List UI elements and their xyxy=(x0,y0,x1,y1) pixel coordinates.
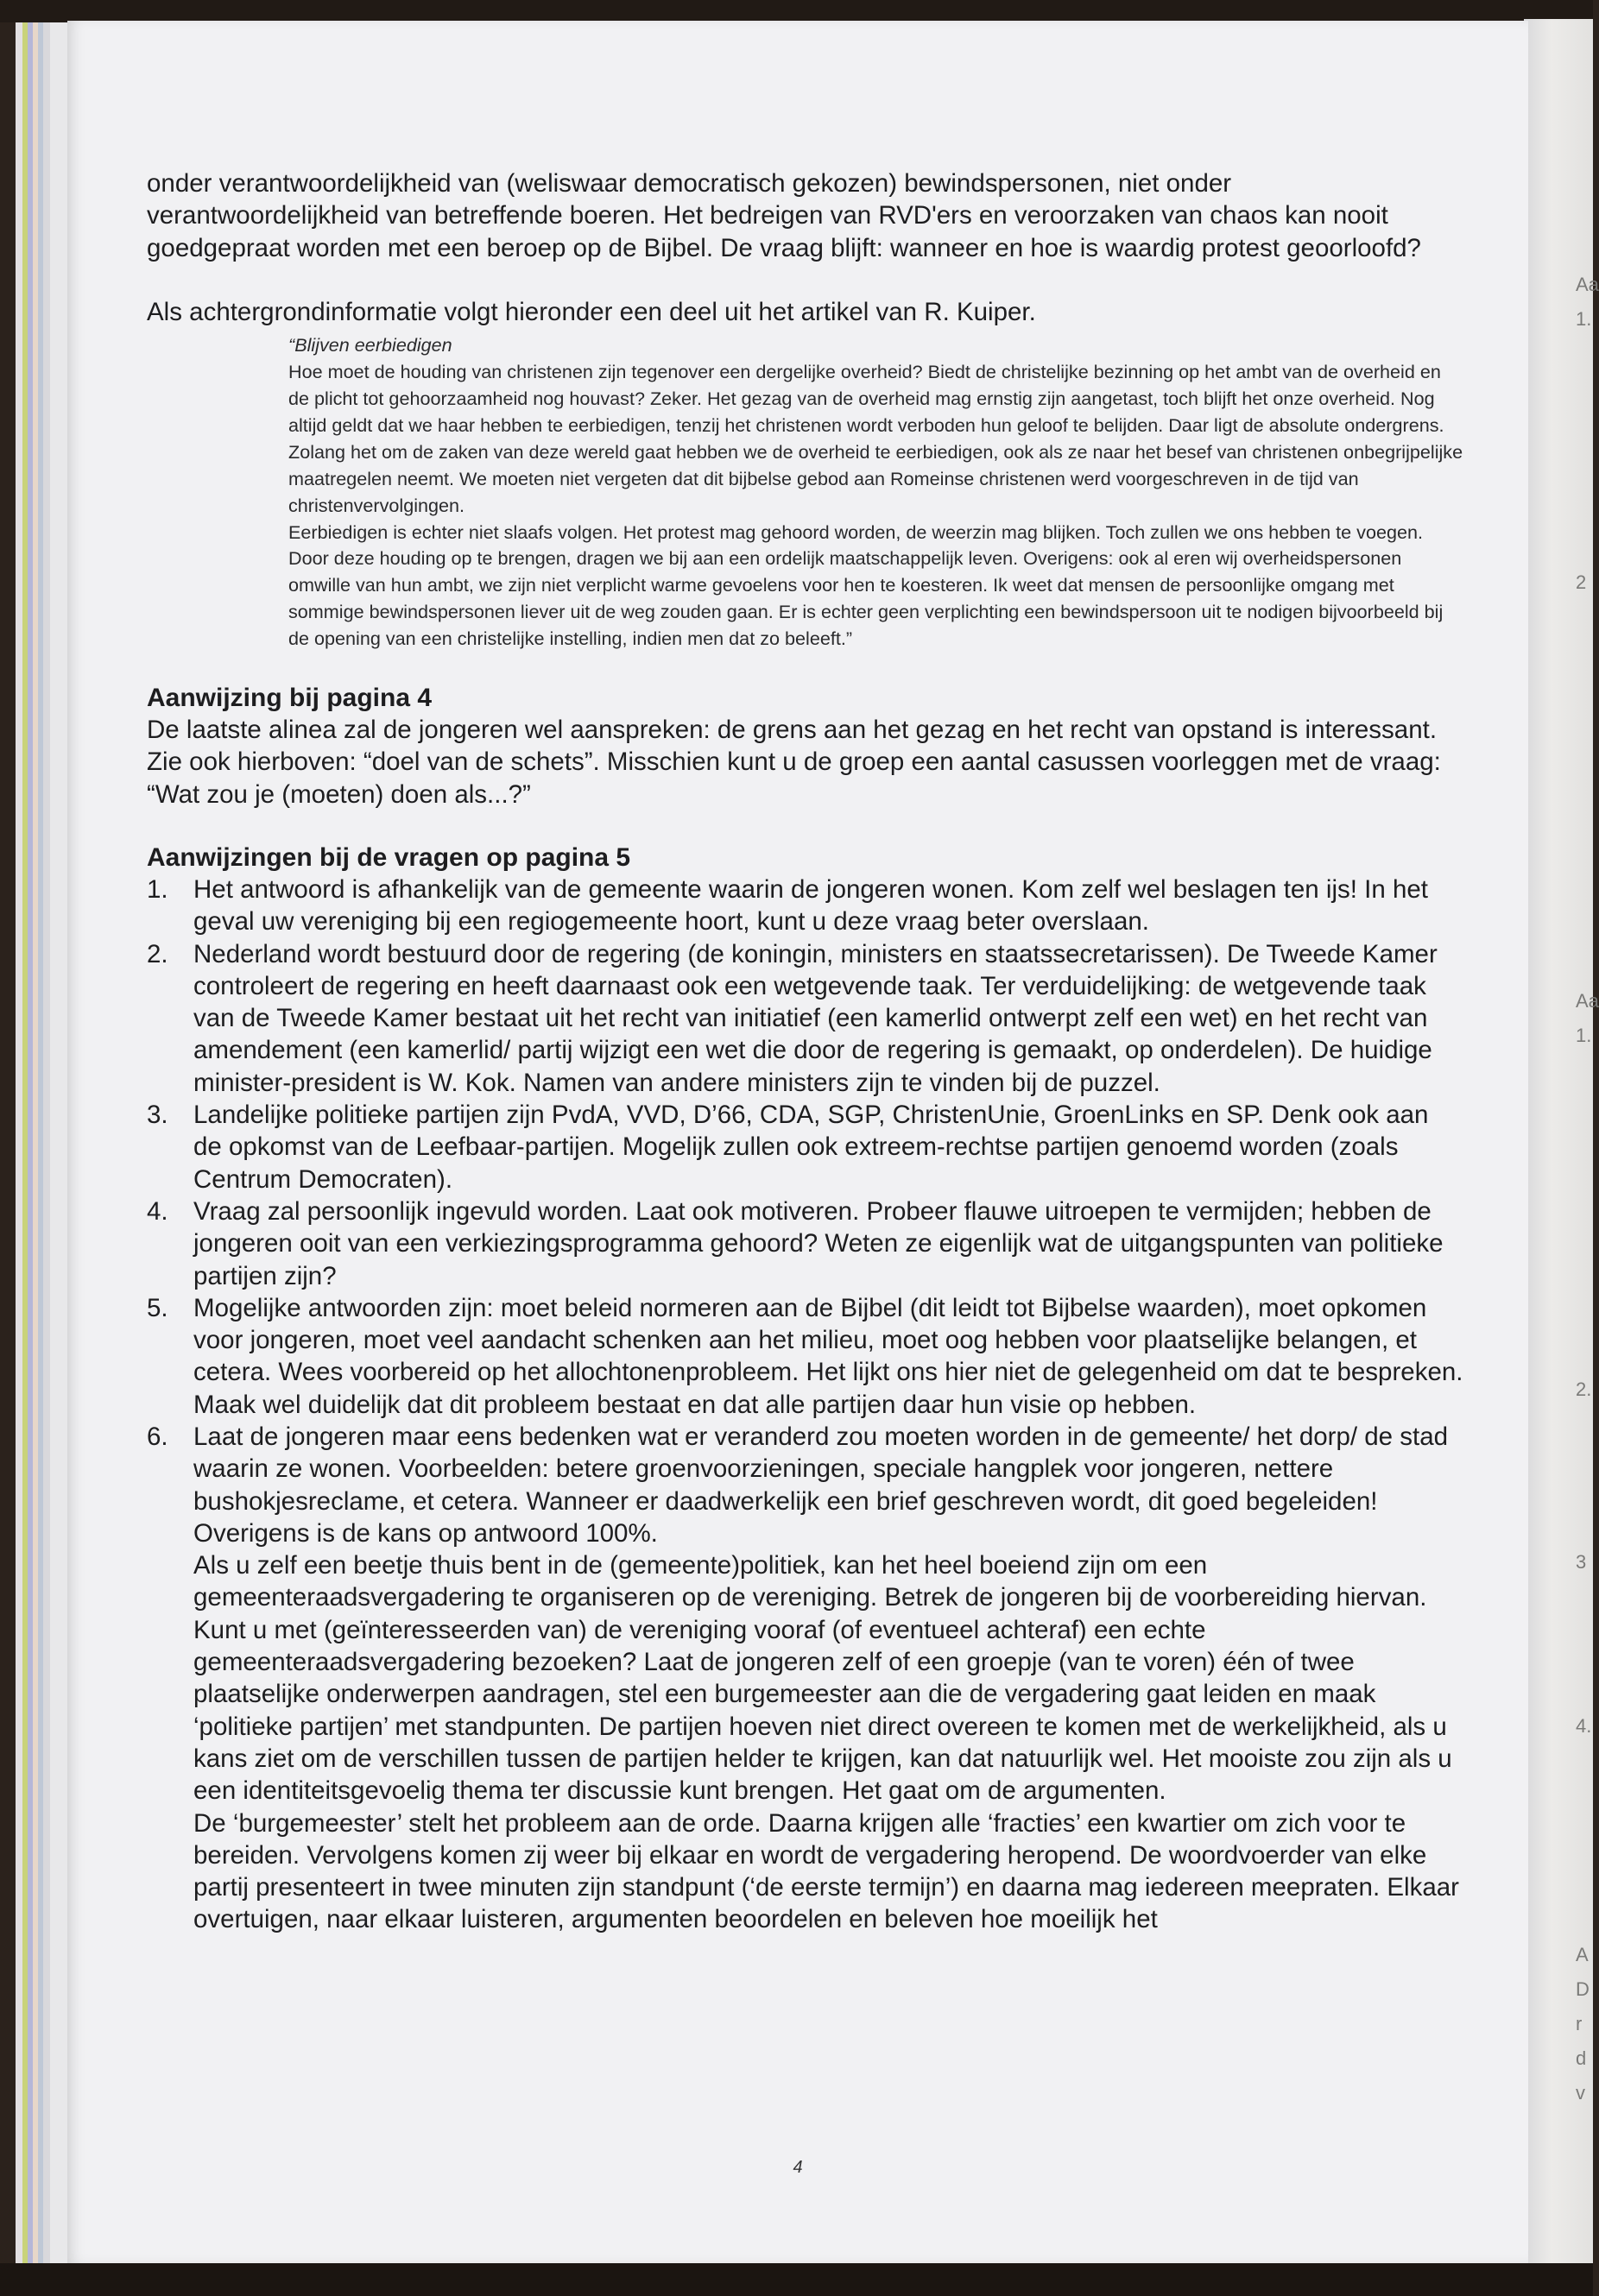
page-edge-stack xyxy=(43,22,50,2263)
list-item xyxy=(147,1099,1463,1195)
page-edge-stack xyxy=(50,22,67,2263)
back-page-mark: A xyxy=(1576,1944,1589,1965)
item-number: 3. xyxy=(147,1101,168,1130)
item-text: Nederland wordt bestuurd door de regering (de koningin, ministers en staatssecretarissen). De Tweede Kamer controleert de regering en heeft daarnaast ook een wetgevende taak. Ter verduidelijking: de wetgevende taak van de Tweede Kamer bestaat uit het recht van initiatief (een kamerlid ontwerpt zelf een wet) en het recht van amendement (een kamerlid/ partij wijzigt een wet die door de regering is gemaakt, op onderdelen). De huidige minister-president is W. Kok. Namen van andere ministers zijn te vinden bij de puzzel. xyxy=(193,939,1438,1097)
item-number: 2. xyxy=(147,939,168,968)
quoted-article xyxy=(288,332,1463,653)
list-item xyxy=(147,1292,1463,1421)
section-page-5 xyxy=(147,842,1463,1936)
item-text: Het antwoord is afhankelijk van de gemeente waarin de jongeren wonen. Kom zelf wel beslagen ten ijs! In het geval uw vereniging bij een regiogemeente hoort, kunt u deze vraag beter overslaan. xyxy=(193,874,1428,937)
back-page-mark: 1. xyxy=(1576,308,1592,330)
page-number: 4 xyxy=(793,2158,803,2177)
back-page-mark: 3 xyxy=(1576,1551,1587,1573)
quote-title: “Blijven eerbiedigen xyxy=(288,334,452,356)
back-page-mark: 2. xyxy=(1576,1378,1592,1400)
section-page-4 xyxy=(147,682,1463,811)
item-text: Vraag zal persoonlijk ingevuld worden. Laat ook motiveren. Probeer flauwe uitroepen te vermijden; hebben de jongeren ooit van een verkiezingsprogramma gehoord? Weten ze eigenlijk wat de uitgangspunten van politieke partijen zijn? xyxy=(193,1196,1444,1290)
item-number: 6. xyxy=(147,1422,168,1451)
back-page-mark: 2 xyxy=(1576,571,1587,593)
item-text: De ‘burgemeester’ stelt het probleem aan de orde. Daarna krijgen alle ‘fracties’ een kwartier om zich voor te bereiden. Vervolgens komen zij weer bij elkaar en wordt de vergadering heropend. De woordvoerder van elke partij presenteert in twee minuten zijn standpunt (‘de eerste termijn’) en daarna mag iedereen meepraten. Elkaar overtuigen, naar elkaar luisteren, argumenten beoordelen en beleven hoe moeilijk het xyxy=(193,1808,1459,1934)
item-text: Laat de jongeren maar eens bedenken wat er veranderd zou moeten worden in de gemeente/ het dorp/ de stad waarin ze wonen. Voorbeelden: betere groenvoorzieningen, speciale hangplek voor jongeren, nettere bushokjesreclame, et cetera. Wanneer er daadwerkelijk een brief geschreven wordt, dit goed begeleiden! Overigens is de kans op antwoord 100%. xyxy=(193,1422,1449,1548)
back-page-mark: Aa xyxy=(1576,990,1599,1012)
page-content xyxy=(147,167,1463,1936)
back-page-mark: 4. xyxy=(1576,1715,1592,1737)
back-page-mark: d xyxy=(1576,2047,1587,2069)
list-item xyxy=(147,1421,1463,1936)
book-top-edge xyxy=(0,0,1593,22)
section-heading: Aanwijzing bij pagina 4 xyxy=(147,684,433,713)
section-heading: Aanwijzingen bij de vragen op pagina 5 xyxy=(147,842,631,872)
background-intro: Als achtergrondinformatie volgt hieronder een deel uit het artikel van R. Kuiper. xyxy=(147,297,1036,326)
item-number: 1. xyxy=(147,874,168,904)
list-item xyxy=(147,874,1463,938)
item-number: 4. xyxy=(147,1196,168,1226)
quote-paragraph: Hoe moet de houding van christenen zijn tegenover een dergelijke overheid? Biedt de christelijke bezinning op het ambt van de overheid en de plicht tot gehoorzaamheid nog houvast? Zeker. Het gezag van de overheid mag ernstig zijn aangetast, toch blijft het onze overheid. Nog altijd geldt dat we haar hebben te eerbiedigen, tenzij het christenen wordt verboden hun geloof te belijden. Daar ligt de absolute ondergrens. Zolang het om de zaken van deze wereld gaat hebben we de overheid te eerbiedigen, ook als ze naar het besef van christenen onbegrijpelijke maatregelen neemt. We moeten niet vergeten dat dit bijbelse gebod aan Romeinse christenen werd voorgeschreven in de tijd van christenvervolgingen. xyxy=(288,361,1463,516)
list-item xyxy=(147,1195,1463,1292)
quote-paragraph: Eerbiedigen is echter niet slaafs volgen. Het protest mag gehoord worden, de weerzin mag blijken. Toch zullen we ons hebben te voegen. Door deze houding op te brengen, dragen we bij aan een ordelijk maatschappelijk leven. Overigens: ook al eren wij overheidspersonen omwille van hun ambt, we zijn niet verplicht warme gevoelens voor hen te koesteren. Ik weet dat mensen de persoonlijke omgang met sommige bewindspersonen liever uit de weg zouden gaan. Er is echter geen verplichting een bewindspersoon uit te nodigen bijvoorbeeld bij de opening van een christelijke instelling, indien men dat zo beleeft.” xyxy=(288,520,1444,650)
item-text: Als u zelf een beetje thuis bent in de (gemeente)politiek, kan het heel boeiend zijn om een gemeenteraadsvergadering te organiseren op de vereniging. Betrek de jongeren bij de voorbereiding hiervan. Kunt u met (geïnteresseerden van) de vereniging vooraf (of eventueel achteraf) een echte gemeenteraadsvergadering bezoeken? Laat de jongeren zelf of een groepje (van te voren) één of twee plaatselijke onderwerpen aandragen, stel een burgemeester aan die de vergadering gaat leiden en maak ‘politieke partijen’ met standpunten. De partijen hoeven niet direct overeen te komen met de werkelijkheid, als u kans ziet om de verschillen tussen de partijen helder te krijgen, kan dat natuurlijk wel. Het mooiste zou zijn als u een identiteitsgevoelig thema ter discussie kunt brengen. Het gaat om de argumenten. xyxy=(193,1551,1452,1806)
document-page xyxy=(67,21,1528,2263)
item-number: 5. xyxy=(147,1293,168,1322)
item-text: Landelijke politieke partijen zijn PvdA, VVD, D’66, CDA, SGP, ChristenUnie, GroenLinks en SP. Denk ook aan de opkomst van de Leefbaar-partijen. Mogelijk zullen ook extreem-rechtse partijen genoemd worden (zoals Centrum Democraten). xyxy=(193,1101,1429,1194)
next-page-edge xyxy=(1524,19,1599,2263)
back-page-mark: 1. xyxy=(1576,1025,1592,1046)
section-text: De laatste alinea zal de jongeren wel aanspreken: de grens aan het gezag en het recht van opstand is interessant. Zie ook hierboven: “doel van de schets”. Misschien kunt u de groep een aantal casussen voorleggen met de vraag: “Wat zou je (moeten) doen als...?” xyxy=(147,716,1441,809)
item-text: Mogelijke antwoorden zijn: moet beleid normeren aan de Bijbel (dit leidt tot Bijbelse waarden), moet opkomen voor jongeren, moet veel aandacht schenken aan het milieu, moet oog hebben voor plaatselijke belangen, et cetera. Wees voorbereid op het allochtonenprobleem. Het lijkt ons hier niet de gelegenheid om dat te bespreken. Maak wel duidelijk dat dit probleem bestaat en dat alle partijen daar hun visie op hebben. xyxy=(193,1293,1463,1419)
back-page-mark: Aa xyxy=(1576,274,1599,295)
intro-paragraph: onder verantwoordelijkheid van (weliswaar democratisch gekozen) bewindspersonen, niet onder verantwoordelijkheid van betreffende boeren. Het bedreigen van RVD'ers en veroorzaken van chaos kan nooit goedgepraat worden met een beroep op de Bijbel. De vraag blijft: wanneer en hoe is waardig protest geoorloofd? xyxy=(147,169,1421,262)
list-item xyxy=(147,938,1463,1099)
answers-list xyxy=(147,874,1463,1936)
back-page-mark: r xyxy=(1576,2013,1583,2034)
page-edge-stack xyxy=(16,22,22,2263)
back-page-mark: v xyxy=(1576,2082,1585,2104)
book-bottom-edge xyxy=(0,2263,1593,2296)
back-page-mark: D xyxy=(1576,1978,1590,2000)
